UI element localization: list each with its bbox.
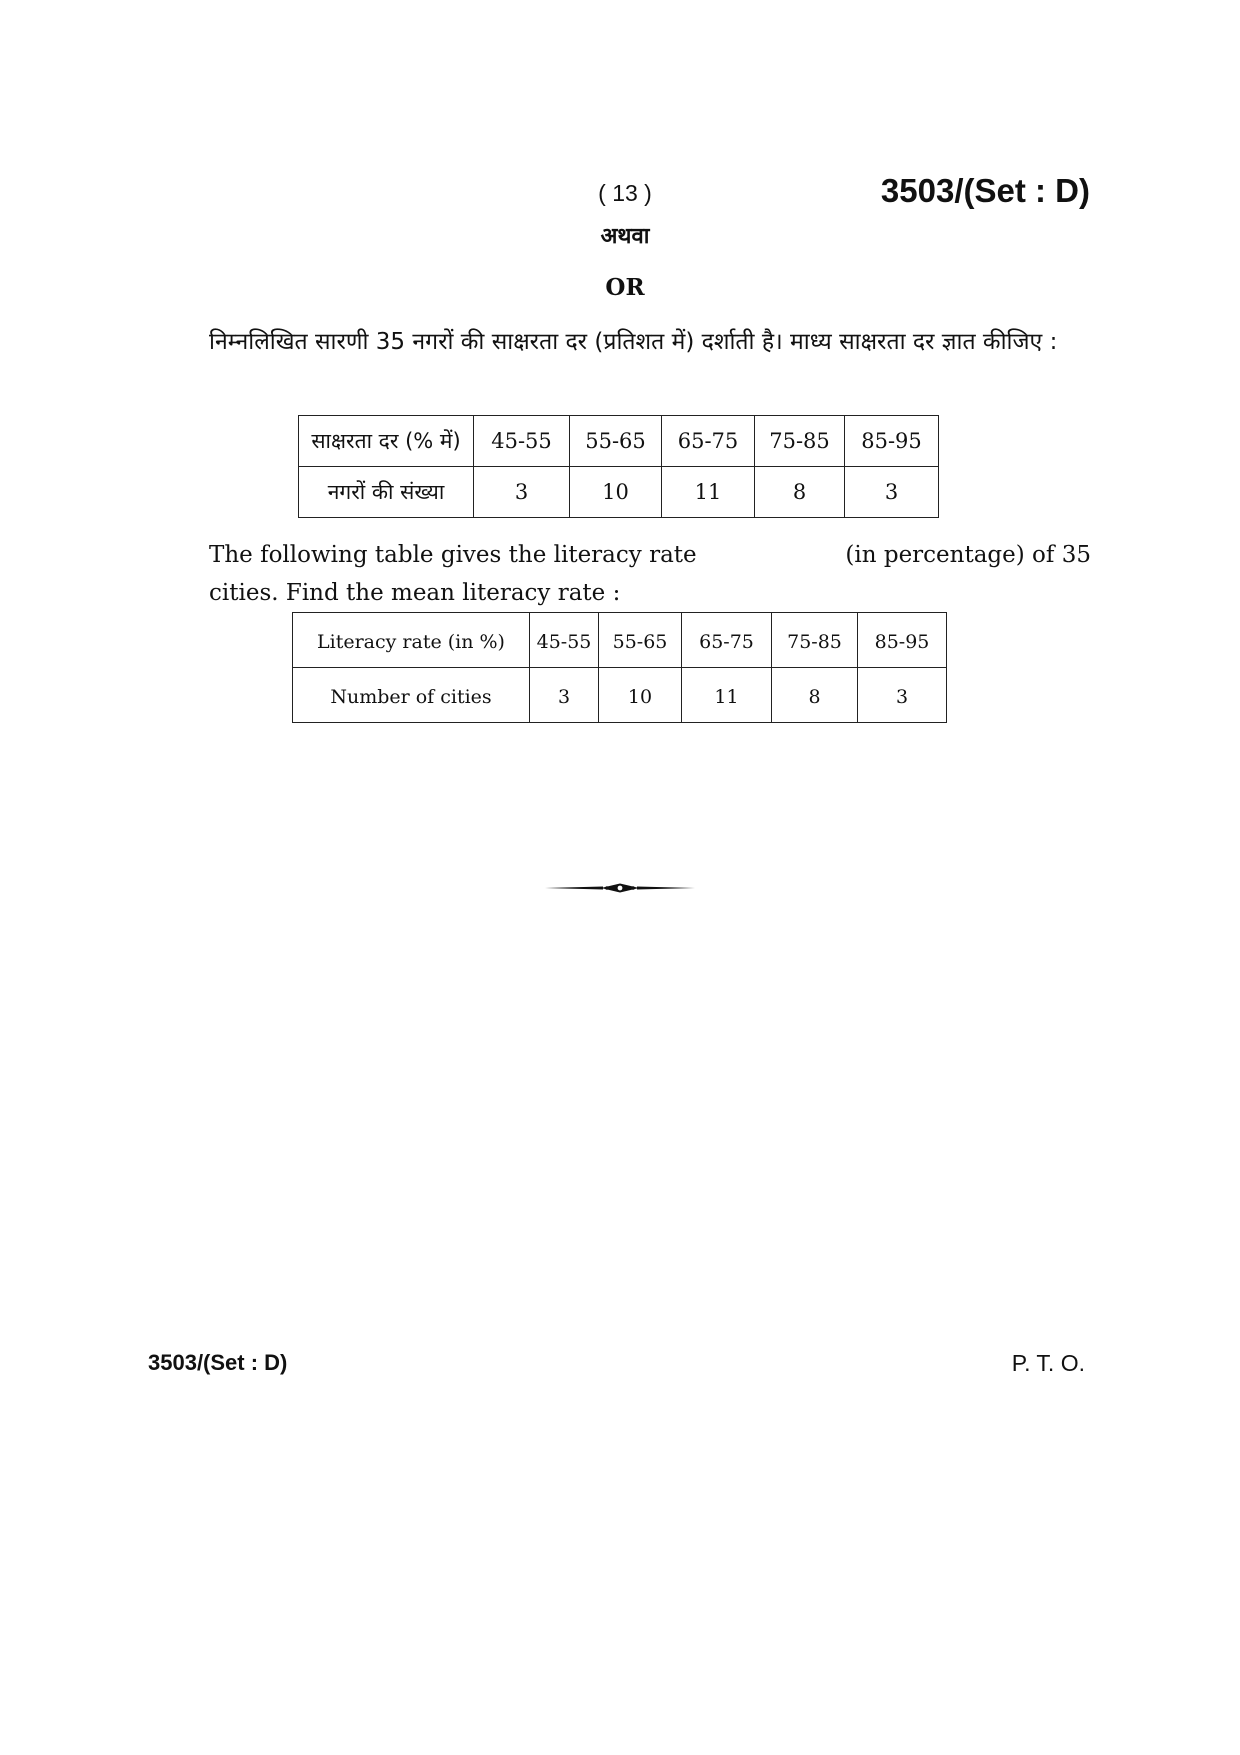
row-label-literacy-hindi: साक्षरता दर (% में) [299, 416, 474, 467]
class-cell: 75-85 [772, 613, 858, 668]
question-english-line1-left: The following table gives the literacy rate [209, 542, 697, 568]
class-cell: 45-55 [530, 613, 599, 668]
class-cell: 85-95 [845, 416, 939, 467]
paper-code-header: 3503/(Set : D) [880, 172, 1090, 209]
frequency-cell: 10 [599, 668, 682, 723]
frequency-cell: 3 [530, 668, 599, 723]
frequency-cell: 3 [858, 668, 947, 723]
frequency-cell: 3 [845, 467, 939, 518]
frequency-cell: 3 [474, 467, 570, 518]
frequency-cell: 8 [755, 467, 845, 518]
or-english: OR [605, 274, 645, 301]
page-number: ( 13 ) [598, 180, 652, 206]
table-row [293, 613, 947, 668]
or-hindi: अथवा [600, 224, 650, 249]
question-english-line1-right: (in percentage) of 35 [845, 542, 1091, 568]
row-label-cities-hindi: नगरों की संख्या [299, 467, 474, 518]
hindi-data-table [298, 415, 939, 518]
class-cell: 75-85 [755, 416, 845, 467]
question-hindi-text: निम्नलिखित सारणी 35 नगरों की साक्षरता दर (प्रतिशत में) दर्शाती है। माध्य साक्षरता दर ज्ञात कीजिए : [209, 329, 1058, 355]
pto-label: P. T. O. [1011, 1350, 1085, 1376]
frequency-cell: 11 [662, 467, 755, 518]
frequency-cell: 8 [772, 668, 858, 723]
class-cell: 45-55 [474, 416, 570, 467]
class-cell: 55-65 [599, 613, 682, 668]
row-label-literacy: Literacy rate (in %) [293, 613, 530, 668]
class-cell: 65-75 [682, 613, 772, 668]
class-cell: 65-75 [662, 416, 755, 467]
end-ornament-divider [545, 880, 695, 896]
question-english-text [209, 536, 1091, 612]
table-row [299, 467, 939, 518]
english-data-table [292, 612, 947, 723]
paper-code-footer: 3503/(Set : D) [148, 1350, 288, 1375]
table-row [293, 668, 947, 723]
question-english-line2: cities. Find the mean literacy rate : [209, 580, 621, 606]
class-cell: 55-65 [570, 416, 662, 467]
row-label-cities: Number of cities [293, 668, 530, 723]
frequency-cell: 10 [570, 467, 662, 518]
class-cell: 85-95 [858, 613, 947, 668]
frequency-cell: 11 [682, 668, 772, 723]
table-row [299, 416, 939, 467]
